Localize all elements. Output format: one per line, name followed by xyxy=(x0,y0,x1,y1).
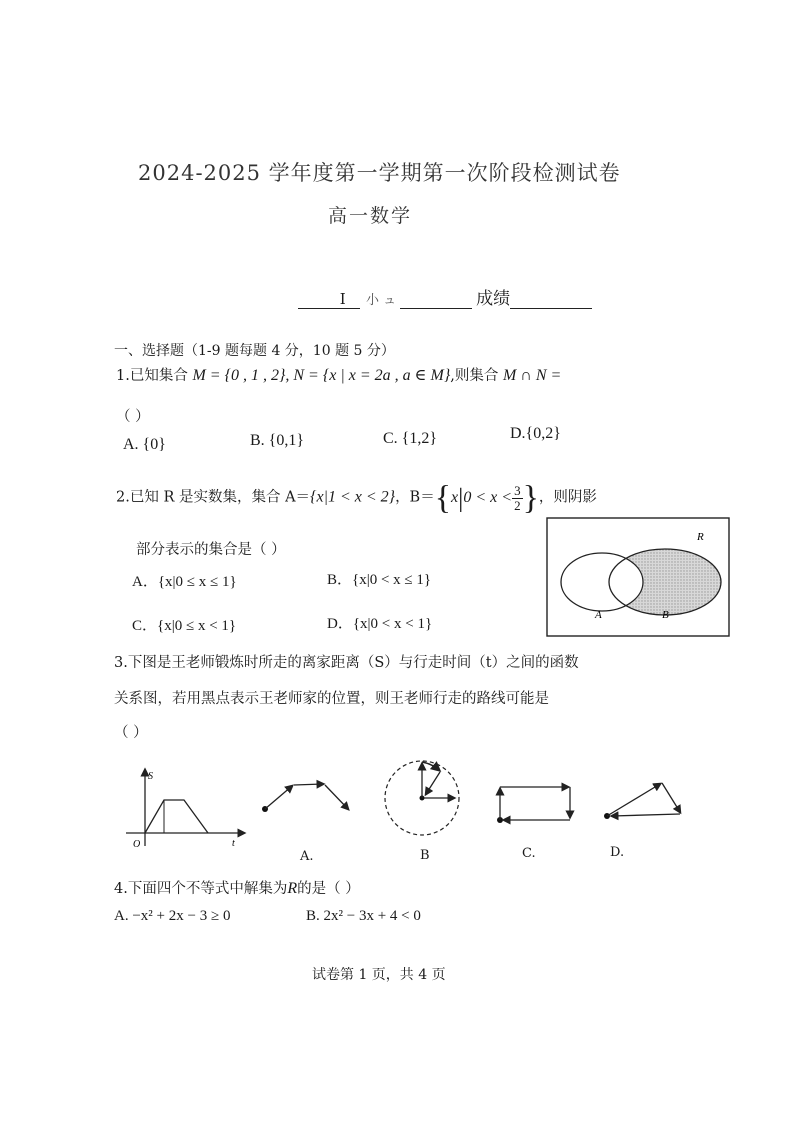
q2-brace-right: } xyxy=(522,479,539,516)
q3-option-c-figure[interactable] xyxy=(492,780,578,828)
venn-label-a: A xyxy=(595,609,602,621)
q4-option-b[interactable]: B. 2x² − 3x + 4 < 0 xyxy=(306,908,421,924)
q3-bracket: （ ） xyxy=(114,725,148,741)
q4-stem xyxy=(114,877,360,898)
q1-bracket: （ ） xyxy=(116,409,150,425)
q3-option-b-figure[interactable] xyxy=(382,758,464,840)
q3-option-a-figure[interactable] xyxy=(258,774,358,836)
page-footer: 试卷第 1 页，共 4 页 xyxy=(312,967,446,983)
q2-stem-mid: ，B＝ xyxy=(395,489,435,506)
q2-stem-prefix: 2.已知 R 是实数集，集合 A＝ xyxy=(116,489,311,506)
q1-stem xyxy=(116,364,561,385)
q3-option-a[interactable]: A. xyxy=(300,849,314,864)
q1-stem-prefix: 1.已知集合 xyxy=(116,368,188,384)
q2-set-b-var: x xyxy=(451,488,459,506)
q3-stem-line1: 3.下图是王老师锻炼时所走的离家距离（S）与行走时间（t）之间的函数 xyxy=(114,655,579,671)
q3-function-graph xyxy=(126,766,252,852)
q1-option-a[interactable]: A. {0} xyxy=(123,436,166,453)
section-heading: 一、选择题（1-9 题每题 4 分，10 题 5 分） xyxy=(114,343,395,359)
q2-frac-num: 3 xyxy=(514,482,521,498)
q2-stem-suffix: ，则阴影 xyxy=(538,489,597,506)
q1-set-m: M = {0 , 1 , 2} xyxy=(192,367,286,384)
venn-label-b: B xyxy=(662,609,669,621)
exam-title: 2024-2025 学年度第一学期第一次阶段检测试卷 xyxy=(138,161,621,185)
q4-option-a[interactable]: A. −x² + 2x − 3 ≥ 0 xyxy=(114,908,231,924)
q2-option-b[interactable]: B．{x|0 < x ≤ 1} xyxy=(327,572,432,588)
score-label: 成绩 xyxy=(476,289,511,309)
q1-intersection: M ∩ N = xyxy=(502,367,562,384)
class-blank-value: I xyxy=(339,290,346,308)
score-blank[interactable] xyxy=(510,290,592,309)
q2-bar: | xyxy=(458,483,464,512)
q2-stem-line2: 部分表示的集合是（ ） xyxy=(136,542,286,558)
q4-stem-suffix: 的是（ ） xyxy=(297,881,360,897)
exam-subject: 高一数学 xyxy=(328,205,413,227)
q2-set-b xyxy=(434,479,539,516)
q2-stem xyxy=(116,481,597,515)
q2-option-a[interactable]: A．{x|0 ≤ x ≤ 1} xyxy=(132,574,237,590)
q2-option-c[interactable]: C．{x|0 ≤ x < 1} xyxy=(132,618,237,634)
q3-option-b[interactable]: B xyxy=(420,848,430,863)
student-info-line xyxy=(298,284,592,309)
q3-option-c[interactable]: C. xyxy=(522,846,536,861)
q3-graph-line xyxy=(145,800,208,833)
q2-frac-den: 2 xyxy=(514,497,521,513)
q4-set: R xyxy=(287,880,298,897)
q1-set-n: , N = {x | x = 2a , a ∈ M} xyxy=(285,367,451,384)
q1-stem-suffix: ,则集合 xyxy=(450,368,499,384)
q4-stem-text: 4.下面四个不等式中解集为 xyxy=(114,881,288,897)
q2-fraction xyxy=(512,484,523,512)
q3-x-label: t xyxy=(232,838,235,849)
q3-option-d-figure[interactable] xyxy=(600,776,688,826)
q2-brace-left: { xyxy=(434,479,452,516)
q3-option-d[interactable]: D. xyxy=(610,845,625,860)
q3-y-label: S xyxy=(148,771,153,782)
q1-option-b[interactable]: B. {0,1} xyxy=(250,432,305,449)
name-blank[interactable] xyxy=(400,290,472,309)
class-blank[interactable] xyxy=(298,290,360,309)
q3-stem-line2: 关系图，若用黑点表示王老师家的位置，则王老师行走的路线可能是 xyxy=(114,691,549,707)
q2-option-d[interactable]: D．{x|0 < x < 1} xyxy=(327,616,433,632)
name-blank-value: 小 ュ xyxy=(366,293,397,308)
q2-set-b-cond: 0 < x < xyxy=(463,488,513,506)
q1-option-c[interactable]: C. {1,2} xyxy=(383,430,438,447)
venn-diagram xyxy=(545,516,731,638)
q3-origin-label: O xyxy=(133,839,141,850)
venn-label-r: R xyxy=(697,531,704,543)
q2-set-a: {x|1 < x < 2} xyxy=(310,488,396,506)
q1-option-d[interactable]: D.{0,2} xyxy=(510,425,561,442)
